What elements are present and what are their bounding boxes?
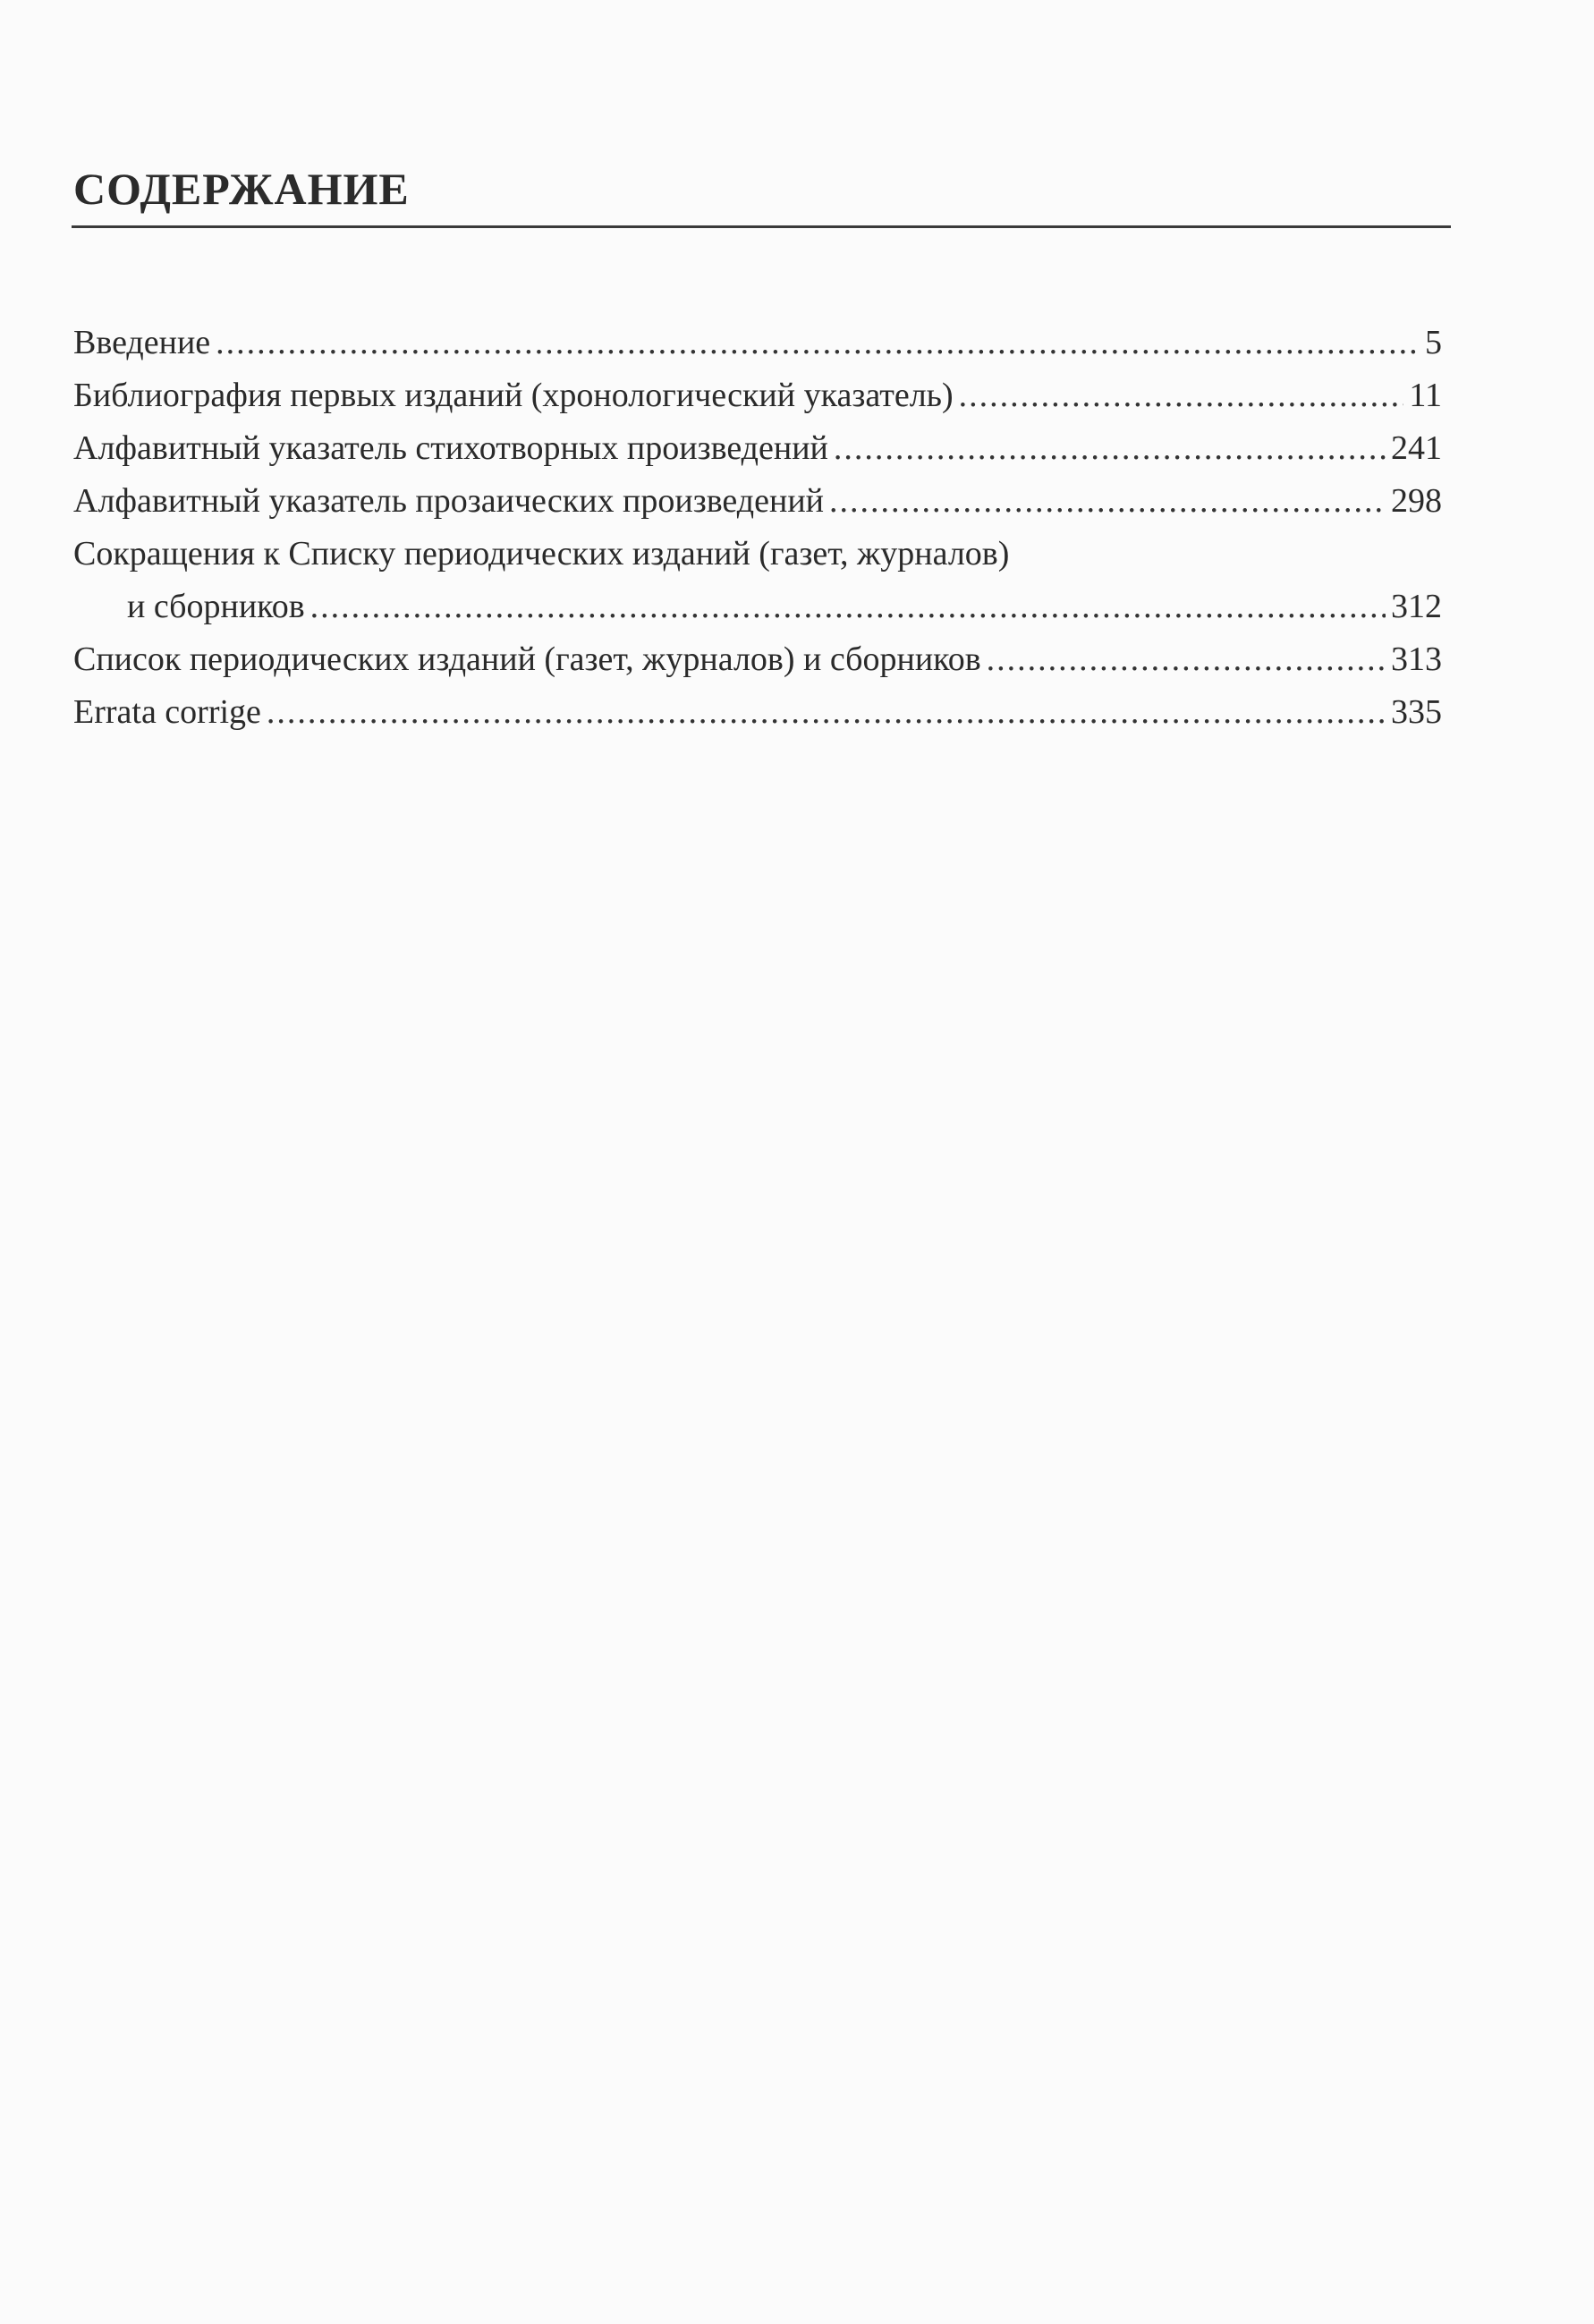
dot-leader <box>310 581 1386 633</box>
toc-entry-page: 335 <box>1391 693 1442 731</box>
dot-leader <box>834 422 1386 475</box>
toc-entry-page: 312 <box>1391 588 1442 625</box>
toc-entry-verse-index[interactable] <box>73 422 1442 475</box>
toc-entry-abbreviations[interactable] <box>73 528 1442 633</box>
toc-entry-title-continued: и сборников <box>127 588 305 625</box>
toc-entry-page: 298 <box>1391 482 1442 520</box>
toc-entry-title: Алфавитный указатель стихотворных произведений <box>73 429 828 467</box>
dot-leader <box>959 369 1404 422</box>
toc-entry-page: 5 <box>1425 324 1442 361</box>
toc-entry-continuation <box>73 581 1442 633</box>
table-of-contents <box>73 317 1442 739</box>
toc-entry-title: Библиография первых изданий (хронологический указатель) <box>73 377 954 414</box>
toc-entry-title: Алфавитный указатель прозаических произведений <box>73 482 825 520</box>
dot-leader <box>267 686 1386 739</box>
toc-entry-page: 313 <box>1391 640 1442 678</box>
title-rule <box>72 225 1451 228</box>
dot-leader <box>987 633 1386 686</box>
toc-entry-title: Сокращения к Списку периодических изданий (газет, журналов) <box>73 535 1010 573</box>
dot-leader <box>216 317 1420 369</box>
toc-entry-title: Errata corrige <box>73 693 261 731</box>
toc-entry-page: 241 <box>1391 429 1442 467</box>
toc-entry-introduction[interactable] <box>73 317 1442 369</box>
toc-entry-errata[interactable] <box>73 686 1442 739</box>
toc-entry-title: Список периодических изданий (газет, журналов) и сборников <box>73 640 981 678</box>
page-title: СОДЕРЖАНИЕ <box>73 164 410 214</box>
toc-entry-periodicals-list[interactable] <box>73 633 1442 686</box>
toc-entry-title: Введение <box>73 324 211 361</box>
toc-entry-page: 11 <box>1409 377 1442 414</box>
toc-entry-bibliography[interactable] <box>73 369 1442 422</box>
toc-entry-prose-index[interactable] <box>73 475 1442 528</box>
dot-leader <box>829 475 1386 528</box>
